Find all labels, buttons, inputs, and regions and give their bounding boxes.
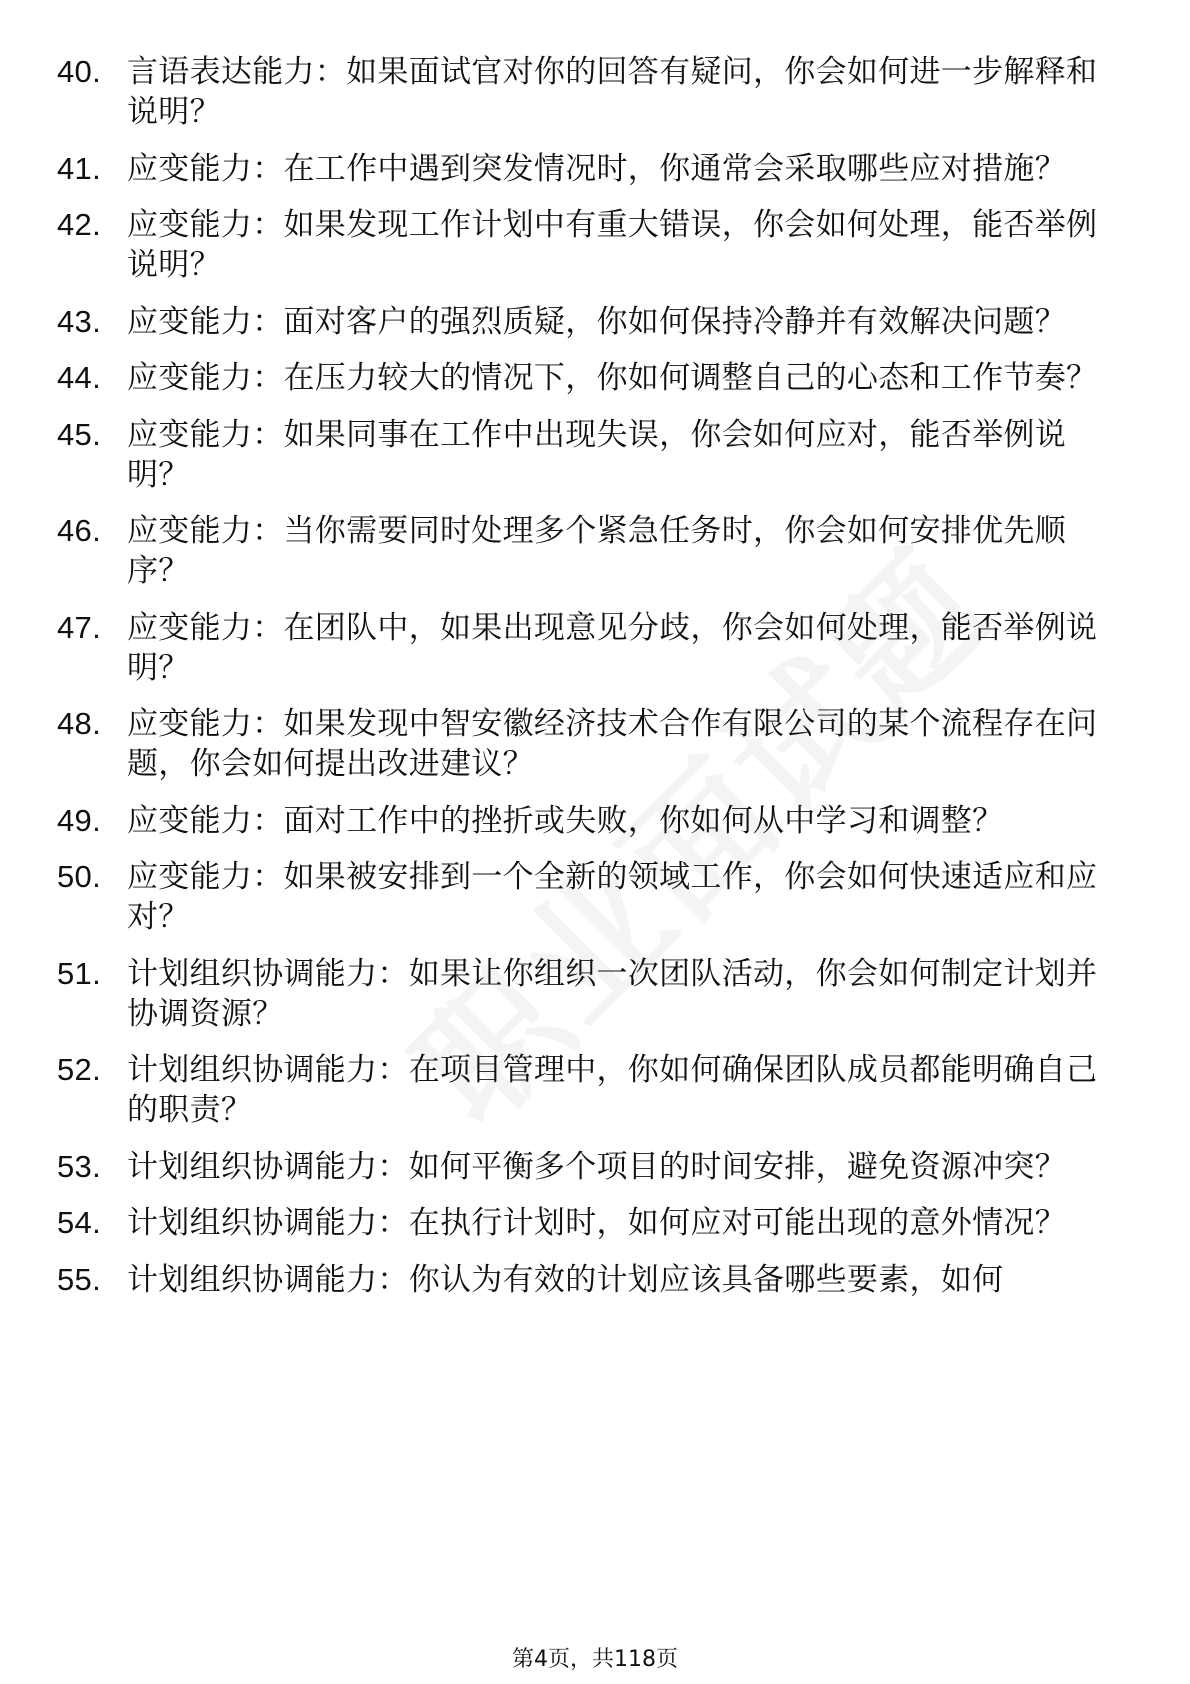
page-footer — [0, 1642, 1190, 1673]
question-text: 言语表达能力：如果面试官对你的回答有疑问，你会如何进一步解释和说明？ — [127, 54, 1098, 130]
question-text: 应变能力：面对客户的强烈质疑，你如何保持冷静并有效解决问题？ — [127, 303, 1066, 340]
question-number: 44. — [57, 360, 101, 395]
question-item — [57, 857, 1117, 937]
question-number: 41. — [57, 150, 101, 186]
question-text: 应变能力：当你需要同时处理多个紧急任务时，你会如何安排优先顺序？ — [127, 513, 1066, 589]
question-number: 55. — [57, 1261, 101, 1297]
question-number: 43. — [57, 303, 101, 339]
question-text: 应变能力：在压力较大的情况下，你如何调整自己的心态和工作节奏？ — [127, 360, 1098, 396]
question-text: 应变能力：如果发现中智安徽经济技术合作有限公司的某个流程存在问题，你会如何提出改进建议？ — [127, 706, 1098, 782]
question-text: 应变能力：在团队中，如果出现意见分歧，你会如何处理，能否举例说明？ — [127, 609, 1098, 686]
question-item — [57, 358, 1117, 398]
question-number: 50. — [57, 859, 101, 894]
question-number: 48. — [57, 706, 101, 741]
question-number: 54. — [57, 1205, 101, 1240]
question-number: 40. — [57, 54, 101, 89]
page-number-label: 第4页，共118页 — [512, 1647, 678, 1672]
question-item — [57, 801, 1117, 841]
question-item — [57, 704, 1117, 784]
question-list — [57, 52, 1117, 1316]
question-text: 应变能力：如果被安排到一个全新的领域工作，你会如何快速适应和应对？ — [127, 859, 1098, 935]
question-item — [57, 608, 1117, 688]
question-number: 49. — [57, 802, 101, 838]
question-text: 应变能力：面对工作中的挫折或失败，你如何从中学习和调整？ — [127, 802, 1004, 839]
question-item — [57, 1203, 1117, 1243]
question-item — [57, 1260, 1117, 1300]
question-item — [57, 954, 1117, 1034]
question-item — [57, 1050, 1117, 1130]
question-text: 应变能力：如果同事在工作中出现失误，你会如何应对，能否举例说明？ — [127, 416, 1066, 493]
question-number: 53. — [57, 1148, 101, 1184]
question-item — [57, 415, 1117, 495]
question-item — [57, 302, 1117, 342]
question-text: 计划组织协调能力：在项目管理中，你如何确保团队成员都能明确自己的职责？ — [127, 1052, 1098, 1128]
question-text: 计划组织协调能力：你认为有效的计划应该具备哪些要素，如何 — [127, 1261, 1004, 1298]
question-item — [57, 149, 1117, 189]
question-text: 计划组织协调能力：如何平衡多个项目的时间安排，避免资源冲突？ — [127, 1148, 1066, 1185]
question-item — [57, 205, 1117, 285]
question-number: 52. — [57, 1052, 101, 1087]
question-number: 45. — [57, 416, 101, 452]
question-text: 应变能力：在工作中遇到突发情况时，你通常会采取哪些应对措施？ — [127, 150, 1066, 187]
question-number: 51. — [57, 955, 101, 991]
question-item — [57, 511, 1117, 591]
question-text: 应变能力：如果发现工作计划中有重大错误，你会如何处理，能否举例说明？ — [127, 207, 1098, 283]
question-number: 46. — [57, 513, 101, 548]
question-text: 计划组织协调能力：如果让你组织一次团队活动，你会如何制定计划并协调资源？ — [127, 955, 1098, 1032]
question-number: 42. — [57, 207, 101, 242]
question-text: 计划组织协调能力：在执行计划时，如何应对可能出现的意外情况？ — [127, 1205, 1066, 1241]
question-item — [57, 1147, 1117, 1187]
question-number: 47. — [57, 609, 101, 645]
question-item — [57, 52, 1117, 132]
